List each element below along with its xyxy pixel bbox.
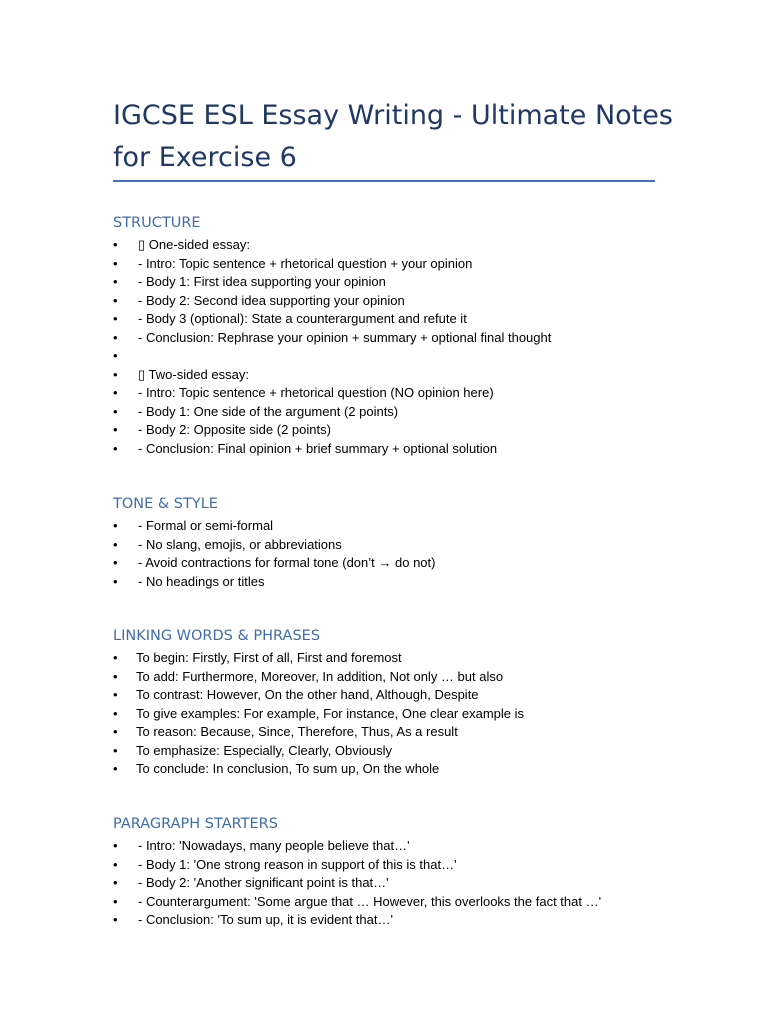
list-item — [113, 554, 693, 573]
list-item-text: To begin: Firstly, First of all, First and foremost — [136, 650, 402, 665]
list-item — [113, 911, 693, 930]
bullet-icon: • — [113, 893, 118, 909]
list-item-text: - Intro: Topic sentence + rhetorical question + your opinion — [138, 255, 473, 271]
bullet-icon: • — [113, 687, 118, 702]
list-item-text: - Body 2: Opposite side (2 points) — [138, 422, 331, 437]
list-item — [113, 421, 693, 440]
list-item-text: - Body 2: Second idea supporting your opinion — [138, 292, 405, 308]
list-item-text: - Conclusion: Final opinion + brief summary + optional solution — [138, 440, 498, 456]
list-item — [113, 236, 693, 255]
list-item-text: To emphasize: Especially, Clearly, Obviously — [136, 742, 393, 758]
bullet-icon: • — [113, 555, 118, 570]
bullet-icon: • — [113, 856, 118, 872]
list-item-text: To contrast: However, On the other hand, Although, Despite — [136, 687, 479, 702]
bullet-icon: • — [113, 518, 118, 533]
list-item-text: - Body 3 (optional): State a counterargument and refute it — [138, 311, 467, 326]
section-linking-words — [113, 626, 693, 779]
list-item-text: - Conclusion: Rephrase your opinion + summary + optional final thought — [138, 329, 552, 345]
document-title: IGCSE ESL Essay Writing - Ultimate Notes for Exercise 6 — [113, 100, 673, 173]
list-item-text: - Intro: 'Nowadays, many people believe that…' — [138, 838, 410, 853]
structure-list — [113, 236, 693, 458]
list-item — [113, 536, 693, 555]
list-item — [113, 573, 693, 592]
bullet-icon: • — [113, 875, 118, 890]
list-item-text: - Intro: Topic sentence + rhetorical question (NO opinion here) — [138, 385, 494, 400]
list-item-text: ▯ One-sided essay: — [138, 237, 250, 252]
bullet-icon: • — [113, 329, 118, 345]
section-tone-style — [113, 494, 693, 591]
bullet-icon: • — [113, 668, 118, 684]
list-item — [113, 856, 693, 875]
list-item — [113, 649, 693, 668]
section-heading: TONE & STYLE — [113, 496, 218, 512]
bullet-icon: • — [113, 292, 118, 308]
linking-words-list — [113, 649, 693, 779]
list-item — [113, 893, 693, 912]
list-item — [113, 255, 693, 274]
bullet-icon: • — [113, 536, 118, 552]
list-item — [113, 742, 693, 761]
bullet-icon: • — [113, 650, 118, 665]
list-item — [113, 310, 693, 329]
bullet-icon: • — [113, 705, 118, 721]
section-heading: LINKING WORDS & PHRASES — [113, 628, 321, 644]
list-item — [113, 723, 693, 742]
list-item — [113, 292, 693, 311]
list-item — [113, 366, 693, 385]
bullet-icon: • — [113, 237, 118, 252]
bullet-icon: • — [113, 440, 118, 456]
list-item-text: - Body 1: 'One strong reason in support of this is that…' — [138, 856, 457, 872]
paragraph-starters-list — [113, 837, 693, 930]
list-item-text: - Counterargument: 'Some argue that … However, this overlooks the fact that …' — [138, 893, 602, 909]
list-item — [113, 347, 693, 366]
bullet-icon: • — [113, 838, 118, 853]
bullet-icon: • — [113, 311, 118, 326]
list-item-text: ▯ Two-sided essay: — [138, 366, 249, 382]
bullet-icon: • — [113, 573, 118, 589]
bullet-icon: • — [113, 348, 118, 363]
list-item-text: - Avoid contractions for formal tone (don’t → do not) — [138, 555, 436, 570]
list-item-text: - No headings or titles — [138, 573, 265, 589]
list-item-text: To give examples: For example, For instance, One clear example is — [136, 705, 525, 721]
bullet-icon: • — [113, 724, 118, 739]
bullet-icon: • — [113, 742, 118, 758]
list-item — [113, 874, 693, 893]
bullet-icon: • — [113, 366, 118, 382]
list-item-text: To add: Furthermore, Moreover, In addition, Not only … but also — [136, 668, 504, 684]
list-item — [113, 384, 693, 403]
title-underline — [113, 180, 655, 182]
list-item-text: - No slang, emojis, or abbreviations — [138, 536, 342, 552]
section-heading: STRUCTURE — [113, 215, 201, 231]
list-item-text: - Formal or semi-formal — [138, 518, 274, 533]
list-item — [113, 273, 693, 292]
list-item-text: - Body 1: First idea supporting your opinion — [138, 274, 386, 289]
bullet-icon: • — [113, 912, 118, 927]
section-paragraph-starters — [113, 814, 693, 930]
bullet-icon: • — [113, 385, 118, 400]
list-item — [113, 668, 693, 687]
list-item — [113, 403, 693, 422]
list-item — [113, 686, 693, 705]
list-item-text: - Conclusion: 'To sum up, it is evident that…' — [138, 912, 393, 927]
list-item — [113, 517, 693, 536]
bullet-icon: • — [113, 403, 118, 419]
list-item-text: To conclude: In conclusion, To sum up, On the whole — [136, 761, 440, 776]
list-item-text: - Body 2: 'Another significant point is that…' — [138, 875, 389, 890]
bullet-icon: • — [113, 761, 118, 776]
list-item-text: To reason: Because, Since, Therefore, Thus, As a result — [136, 724, 458, 739]
list-item — [113, 329, 693, 348]
list-item — [113, 440, 693, 459]
list-item — [113, 705, 693, 724]
bullet-icon: • — [113, 274, 118, 289]
bullet-icon: • — [113, 422, 118, 437]
list-item — [113, 760, 693, 779]
section-structure — [113, 213, 693, 458]
tone-style-list — [113, 517, 693, 591]
list-item — [113, 837, 693, 856]
list-item-text: - Body 1: One side of the argument (2 points) — [138, 403, 399, 419]
bullet-icon: • — [113, 255, 118, 271]
section-heading: PARAGRAPH STARTERS — [113, 816, 278, 832]
